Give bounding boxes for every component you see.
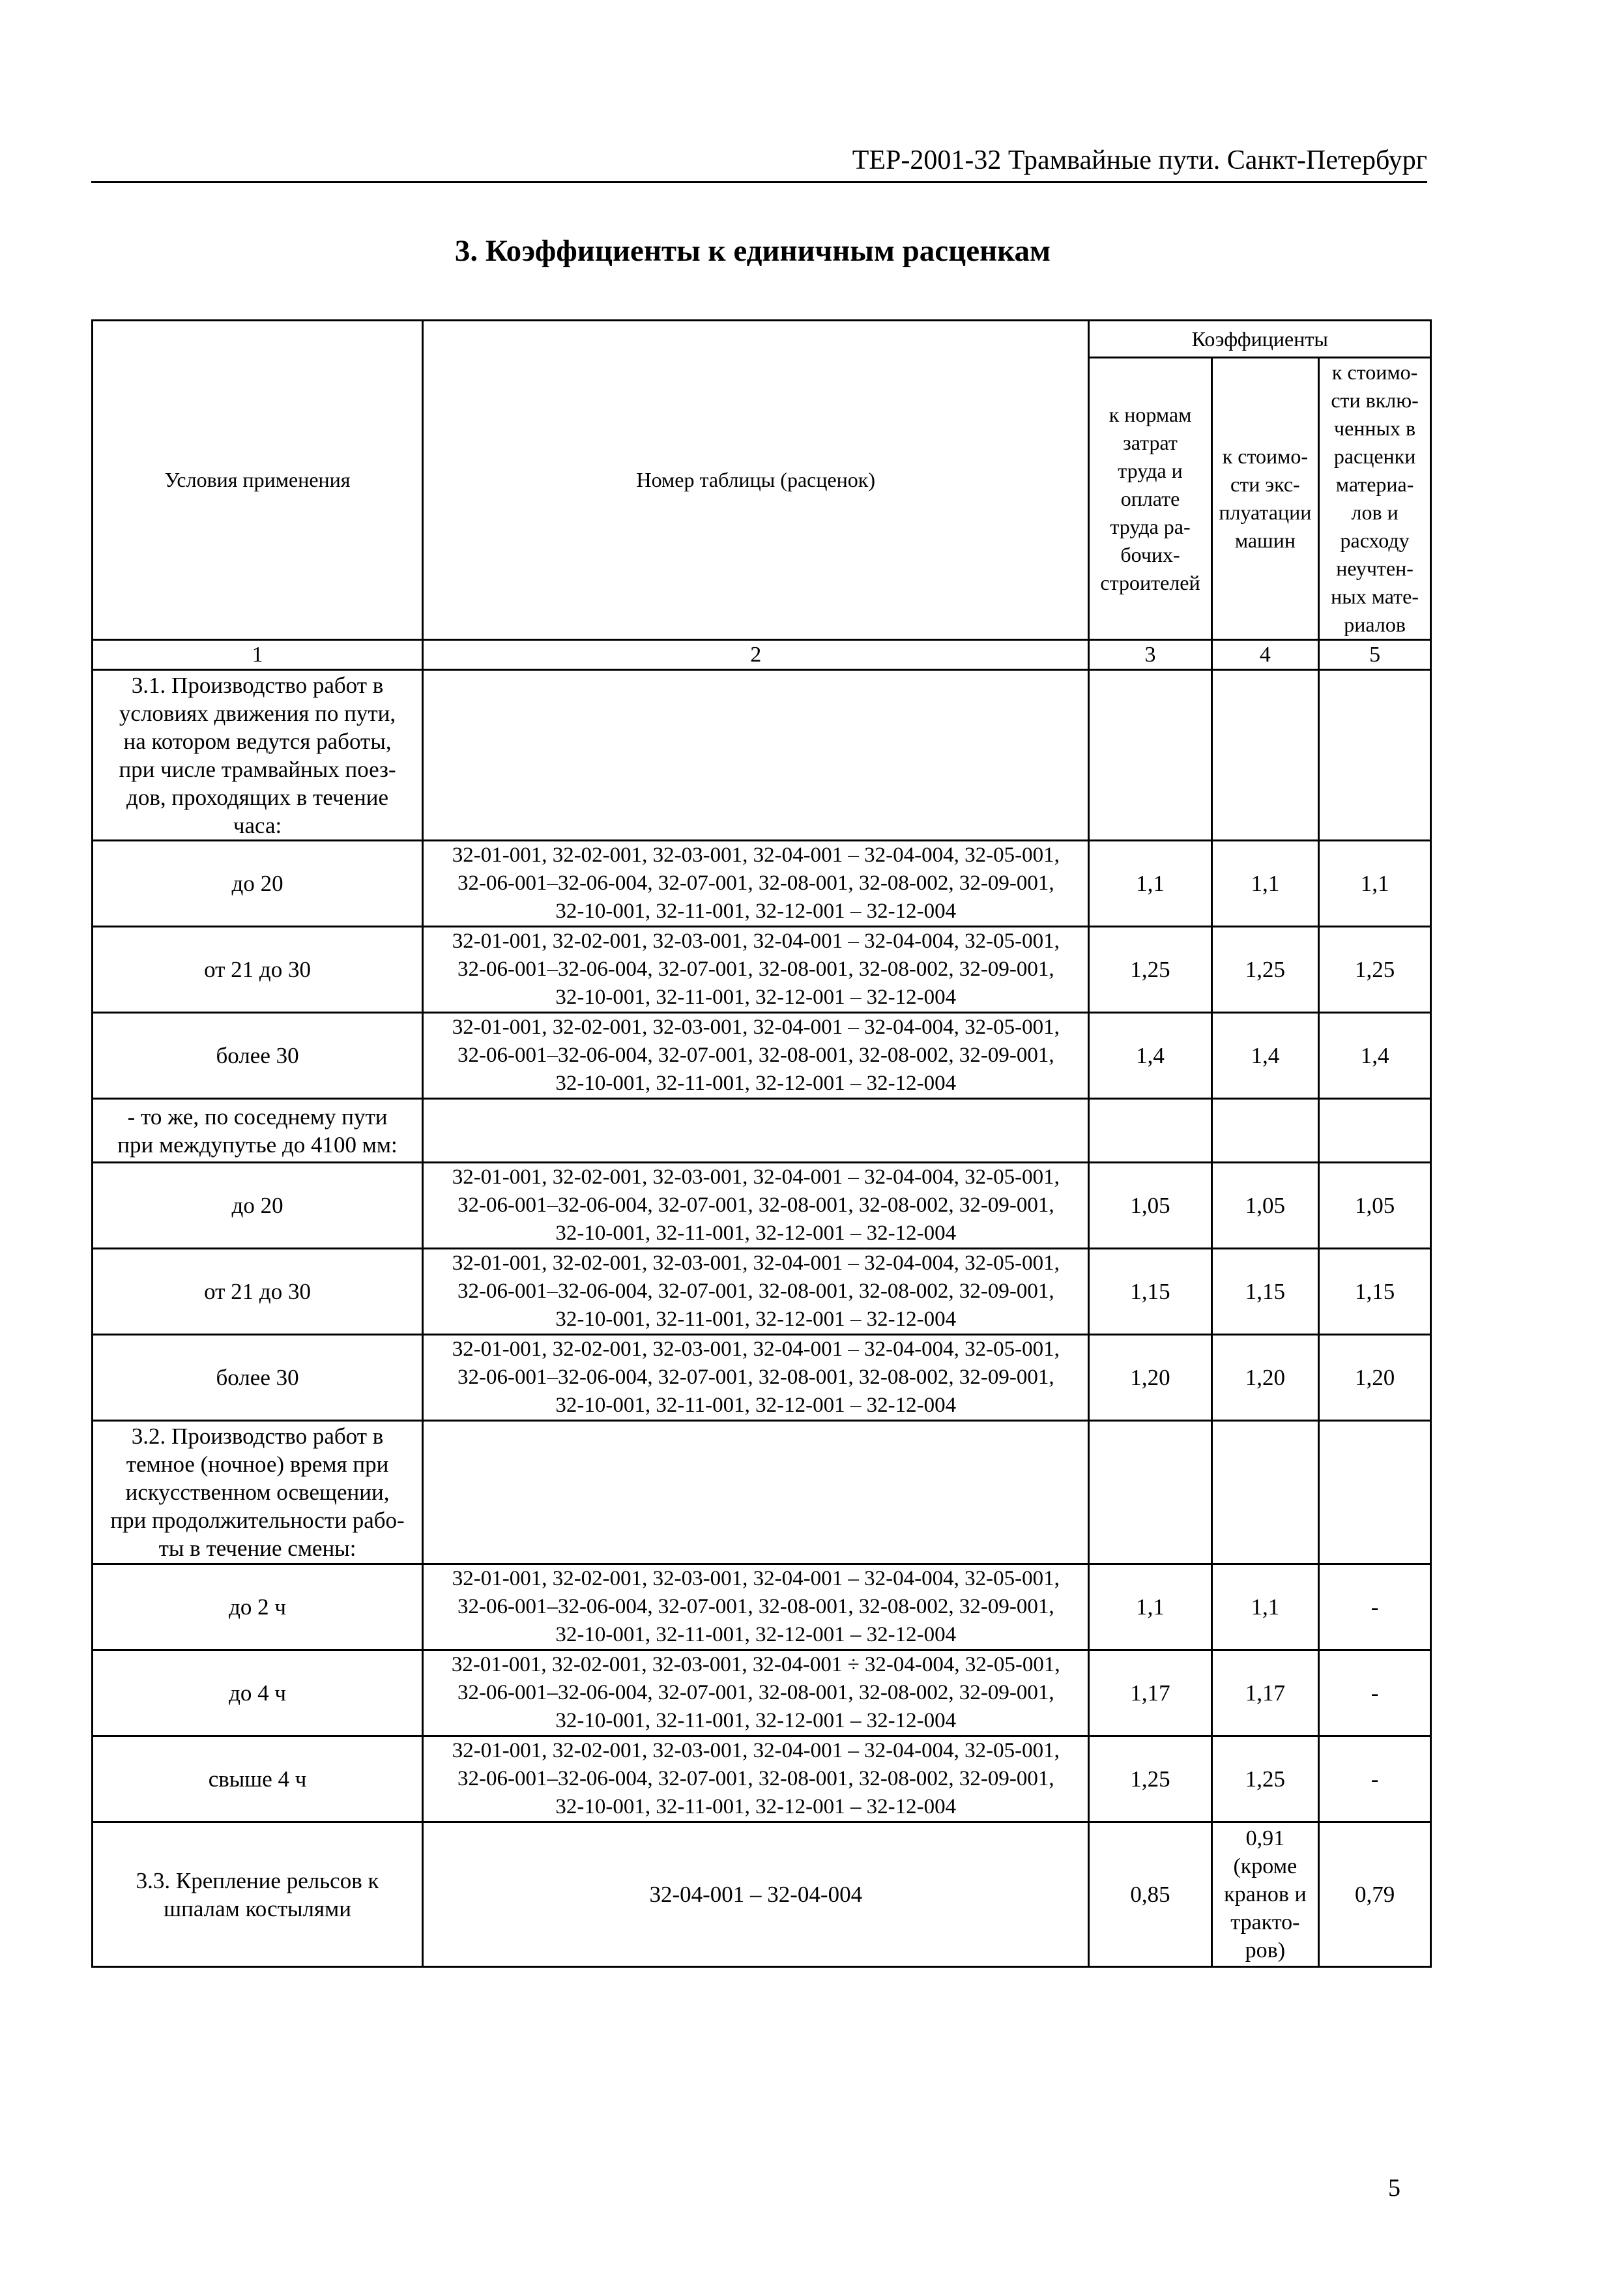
codes-line: 32-06-001–32-06-004, 32-07-001, 32-08-001, 32-08-002, 32-09-001, (457, 1279, 1054, 1303)
coef-materials: 1,20 (1319, 1335, 1431, 1421)
header-col3-line: к нормам (1109, 402, 1192, 426)
header-col5-line: ченных в (1334, 416, 1416, 440)
running-header: ТЕР-2001-32 Трамвайные пути. Санкт-Петербург (91, 142, 1427, 183)
codes-line: 32-10-001, 32-11-001, 32-12-001 – 32-12-004 (555, 899, 957, 923)
heading-line: условиях движения по пути, (119, 700, 396, 726)
header-col3-line: труда ра- (1110, 514, 1191, 538)
coef-labor: 1,4 (1089, 1013, 1211, 1099)
heading-line: часа: (233, 812, 282, 838)
table-row (93, 1822, 1431, 1967)
codes-line: 32-10-001, 32-11-001, 32-12-001 – 32-12-004 (555, 1623, 957, 1646)
row-label: от 21 до 30 (93, 1249, 423, 1335)
coef-machines: 1,1 (1211, 1564, 1319, 1650)
coef-materials: - (1319, 1650, 1431, 1736)
table-row (93, 1163, 1431, 1249)
header-col4-machines (1211, 358, 1319, 640)
row-codes (423, 1564, 1089, 1650)
coef-machines (1211, 1822, 1319, 1967)
coef-materials: - (1319, 1564, 1431, 1650)
header-col4-line: машин (1234, 529, 1296, 552)
table-row (93, 1249, 1431, 1335)
label-line: 3.3. Крепление рельсов к (136, 1867, 379, 1893)
codes-line: 32-01-001, 32-02-001, 32-03-001, 32-04-001 – 32-04-004, 32-05-001, (452, 929, 1060, 953)
heading-line: 3.2. Производство работ в (131, 1423, 384, 1449)
header-col5-line: материа- (1335, 473, 1414, 496)
header-table-number: Номер таблицы (расценок) (423, 321, 1089, 640)
coef-materials: 1,05 (1319, 1163, 1431, 1249)
label-line: шпалам костылями (164, 1895, 351, 1921)
column-number: 3 (1089, 640, 1211, 670)
header-col5-line: ных мате- (1331, 585, 1419, 608)
heading-line: искусственном освещении, (125, 1480, 390, 1505)
header-col3-line: строителей (1100, 570, 1200, 594)
row-label: до 20 (93, 1163, 423, 1249)
row-label: более 30 (93, 1335, 423, 1421)
codes-line: 32-01-001, 32-02-001, 32-03-001, 32-04-001 – 32-04-004, 32-05-001, (452, 1337, 1060, 1361)
codes-line: 32-06-001–32-06-004, 32-07-001, 32-08-001, 32-08-002, 32-09-001, (457, 871, 1054, 895)
column-number: 1 (93, 640, 423, 670)
heading-line: - то же, по соседнему пути (127, 1103, 388, 1130)
codes-line: 32-01-001, 32-02-001, 32-03-001, 32-04-001 – 32-04-004, 32-05-001, (452, 1739, 1060, 1762)
codes-line: 32-01-001, 32-02-001, 32-03-001, 32-04-001 – 32-04-004, 32-05-001, (452, 843, 1060, 867)
codes-line: 32-10-001, 32-11-001, 32-12-001 – 32-12-004 (555, 1221, 957, 1245)
codes-line: 32-06-001–32-06-004, 32-07-001, 32-08-001, 32-08-002, 32-09-001, (457, 1365, 1054, 1389)
empty-cell (1319, 1099, 1431, 1163)
page-title: 3. Коэффициенты к единичным расценкам (454, 234, 1051, 268)
coef-materials: 1,4 (1319, 1013, 1431, 1099)
header-col4-line: плуатации (1219, 501, 1312, 524)
header-col3-line: затрат (1123, 430, 1178, 454)
codes-line: 32-01-001, 32-02-001, 32-03-001, 32-04-001 – 32-04-004, 32-05-001, (452, 1165, 1060, 1189)
codes-line: 32-10-001, 32-11-001, 32-12-001 – 32-12-004 (555, 1709, 957, 1732)
header-conditions: Условия применения (93, 321, 423, 640)
coef-machines: 1,4 (1211, 1013, 1319, 1099)
row-codes (423, 1736, 1089, 1822)
coef-machines: 1,25 (1211, 1736, 1319, 1822)
coef-machines: 1,25 (1211, 927, 1319, 1013)
codes-line: 32-10-001, 32-11-001, 32-12-001 – 32-12-004 (555, 1307, 957, 1331)
header-col5-line: лов и (1351, 501, 1399, 524)
codes-line: 32-01-001, 32-02-001, 32-03-001, 32-04-001 – 32-04-004, 32-05-001, (452, 1251, 1060, 1275)
codes-line: 32-01-001, 32-02-001, 32-03-001, 32-04-001 – 32-04-004, 32-05-001, (452, 1015, 1060, 1039)
coef-labor: 1,1 (1089, 1564, 1211, 1650)
header-col5-line: к стоимо- (1331, 360, 1418, 384)
coef-labor: 1,25 (1089, 1736, 1211, 1822)
section-3-1-heading (93, 670, 423, 841)
coef-machines: 1,15 (1211, 1249, 1319, 1335)
codes-line: 32-06-001–32-06-004, 32-07-001, 32-08-001, 32-08-002, 32-09-001, (457, 1193, 1054, 1217)
coef-materials: 1,25 (1319, 927, 1431, 1013)
row-label: более 30 (93, 1013, 423, 1099)
header-col4-line: к стоимо- (1222, 445, 1309, 468)
coef-line: тракто- (1230, 1910, 1300, 1934)
codes-line: 32-01-001, 32-02-001, 32-03-001, 32-04-001 – 32-04-004, 32-05-001, (452, 1567, 1060, 1590)
section-heading-row (93, 1421, 1431, 1564)
coef-line: 0,91 (1245, 1826, 1285, 1850)
empty-cell (1089, 1421, 1211, 1564)
heading-line: при числе трамвайных поез- (119, 756, 396, 782)
codes-line: 32-06-001–32-06-004, 32-07-001, 32-08-001, 32-08-002, 32-09-001, (457, 1767, 1054, 1790)
table-row (93, 1013, 1431, 1099)
header-col5-line: расценки (1333, 445, 1416, 468)
header-col3-line: бочих- (1120, 542, 1180, 566)
coef-labor: 1,1 (1089, 841, 1211, 927)
row-label: свыше 4 ч (93, 1736, 423, 1822)
coef-labor: 1,17 (1089, 1650, 1211, 1736)
table-row (93, 841, 1431, 927)
coef-machines: 1,1 (1211, 841, 1319, 927)
header-col5-line: сти вклю- (1331, 388, 1419, 412)
coef-labor: 1,05 (1089, 1163, 1211, 1249)
column-number: 2 (423, 640, 1089, 670)
codes-line: 32-06-001–32-06-004, 32-07-001, 32-08-001, 32-08-002, 32-09-001, (457, 1043, 1054, 1067)
heading-line: на котором ведутся работы, (123, 728, 392, 754)
row-label: до 4 ч (93, 1650, 423, 1736)
coef-materials: - (1319, 1736, 1431, 1822)
row-codes (423, 1013, 1089, 1099)
heading-line: дов, проходящих в течение (126, 784, 389, 810)
codes-line: 32-01-001, 32-02-001, 32-03-001, 32-04-001 ÷ 32-04-004, 32-05-001, (451, 1653, 1060, 1676)
row-codes (423, 927, 1089, 1013)
row-codes (423, 1335, 1089, 1421)
codes-line: 32-10-001, 32-11-001, 32-12-001 – 32-12-004 (555, 1072, 957, 1095)
column-number: 4 (1211, 640, 1319, 670)
codes-line: 32-10-001, 32-11-001, 32-12-001 – 32-12-004 (555, 1394, 957, 1417)
coef-line: кранов и (1224, 1882, 1307, 1906)
column-number: 5 (1319, 640, 1431, 670)
empty-cell (1211, 1099, 1319, 1163)
coef-materials: 0,79 (1319, 1822, 1431, 1967)
row-codes (423, 1163, 1089, 1249)
codes-line: 32-10-001, 32-11-001, 32-12-001 – 32-12-004 (555, 1795, 957, 1818)
heading-line: 3.1. Производство работ в (131, 672, 384, 698)
header-col5-line: неучтен- (1336, 557, 1414, 580)
section-heading-row (93, 1099, 1431, 1163)
heading-line: при междупутье до 4100 мм: (117, 1131, 398, 1158)
header-col3-line: оплате (1120, 486, 1180, 510)
codes-line: 32-06-001–32-06-004, 32-07-001, 32-08-001, 32-08-002, 32-09-001, (457, 1681, 1054, 1704)
heading-line: темное (ночное) время при (126, 1452, 389, 1477)
empty-cell (1089, 1099, 1211, 1163)
coef-labor: 1,25 (1089, 927, 1211, 1013)
coefficients-table (91, 319, 1432, 1968)
row-codes: 32-04-001 – 32-04-004 (423, 1822, 1089, 1967)
column-number-row (93, 640, 1431, 670)
coef-machines: 1,17 (1211, 1650, 1319, 1736)
table-row (93, 1564, 1431, 1650)
empty-cell (1211, 1421, 1319, 1564)
empty-cell (423, 1099, 1089, 1163)
empty-cell (1319, 670, 1431, 841)
row-codes (423, 1249, 1089, 1335)
empty-cell (1319, 1421, 1431, 1564)
coef-labor: 1,15 (1089, 1249, 1211, 1335)
header-col5-line: расходу (1340, 529, 1410, 552)
coef-materials: 1,15 (1319, 1249, 1431, 1335)
row-label: до 2 ч (93, 1564, 423, 1650)
coef-line: ров) (1245, 1938, 1286, 1963)
table-row (93, 1335, 1431, 1421)
codes-line: 32-06-001–32-06-004, 32-07-001, 32-08-001, 32-08-002, 32-09-001, (457, 957, 1054, 981)
coef-labor: 0,85 (1089, 1822, 1211, 1967)
coef-materials: 1,1 (1319, 841, 1431, 927)
section-heading-row (93, 670, 1431, 841)
codes-line: 32-10-001, 32-11-001, 32-12-001 – 32-12-004 (555, 985, 957, 1009)
heading-line: ты в течение смены: (158, 1536, 356, 1561)
section-3-2-heading (93, 1421, 423, 1564)
row-label: от 21 до 30 (93, 927, 423, 1013)
coef-labor: 1,20 (1089, 1335, 1211, 1421)
table-row (93, 1650, 1431, 1736)
page-number: 5 (1388, 2174, 1400, 2202)
row-codes (423, 841, 1089, 927)
section-3-1-adjacent-heading (93, 1099, 423, 1163)
table-row (93, 1736, 1431, 1822)
header-col5-line: риалов (1344, 613, 1406, 636)
header-col3-line: труда и (1118, 458, 1183, 482)
header-col5-materials (1319, 358, 1431, 640)
heading-line: при продолжительности рабо- (110, 1508, 405, 1533)
empty-cell (1211, 670, 1319, 841)
empty-cell (423, 670, 1089, 841)
header-row-top (93, 321, 1431, 358)
table-row (93, 927, 1431, 1013)
section-3-3-label (93, 1822, 423, 1967)
coef-line: (кроме (1233, 1854, 1298, 1878)
coef-machines: 1,20 (1211, 1335, 1319, 1421)
codes-line: 32-06-001–32-06-004, 32-07-001, 32-08-001, 32-08-002, 32-09-001, (457, 1595, 1054, 1618)
empty-cell (423, 1421, 1089, 1564)
empty-cell (1089, 670, 1211, 841)
header-col4-line: сти экс- (1230, 473, 1300, 496)
header-col3-labor (1089, 358, 1211, 640)
coef-machines: 1,05 (1211, 1163, 1319, 1249)
row-codes (423, 1650, 1089, 1736)
header-coefficients: Коэффициенты (1089, 321, 1431, 358)
row-label: до 20 (93, 841, 423, 927)
